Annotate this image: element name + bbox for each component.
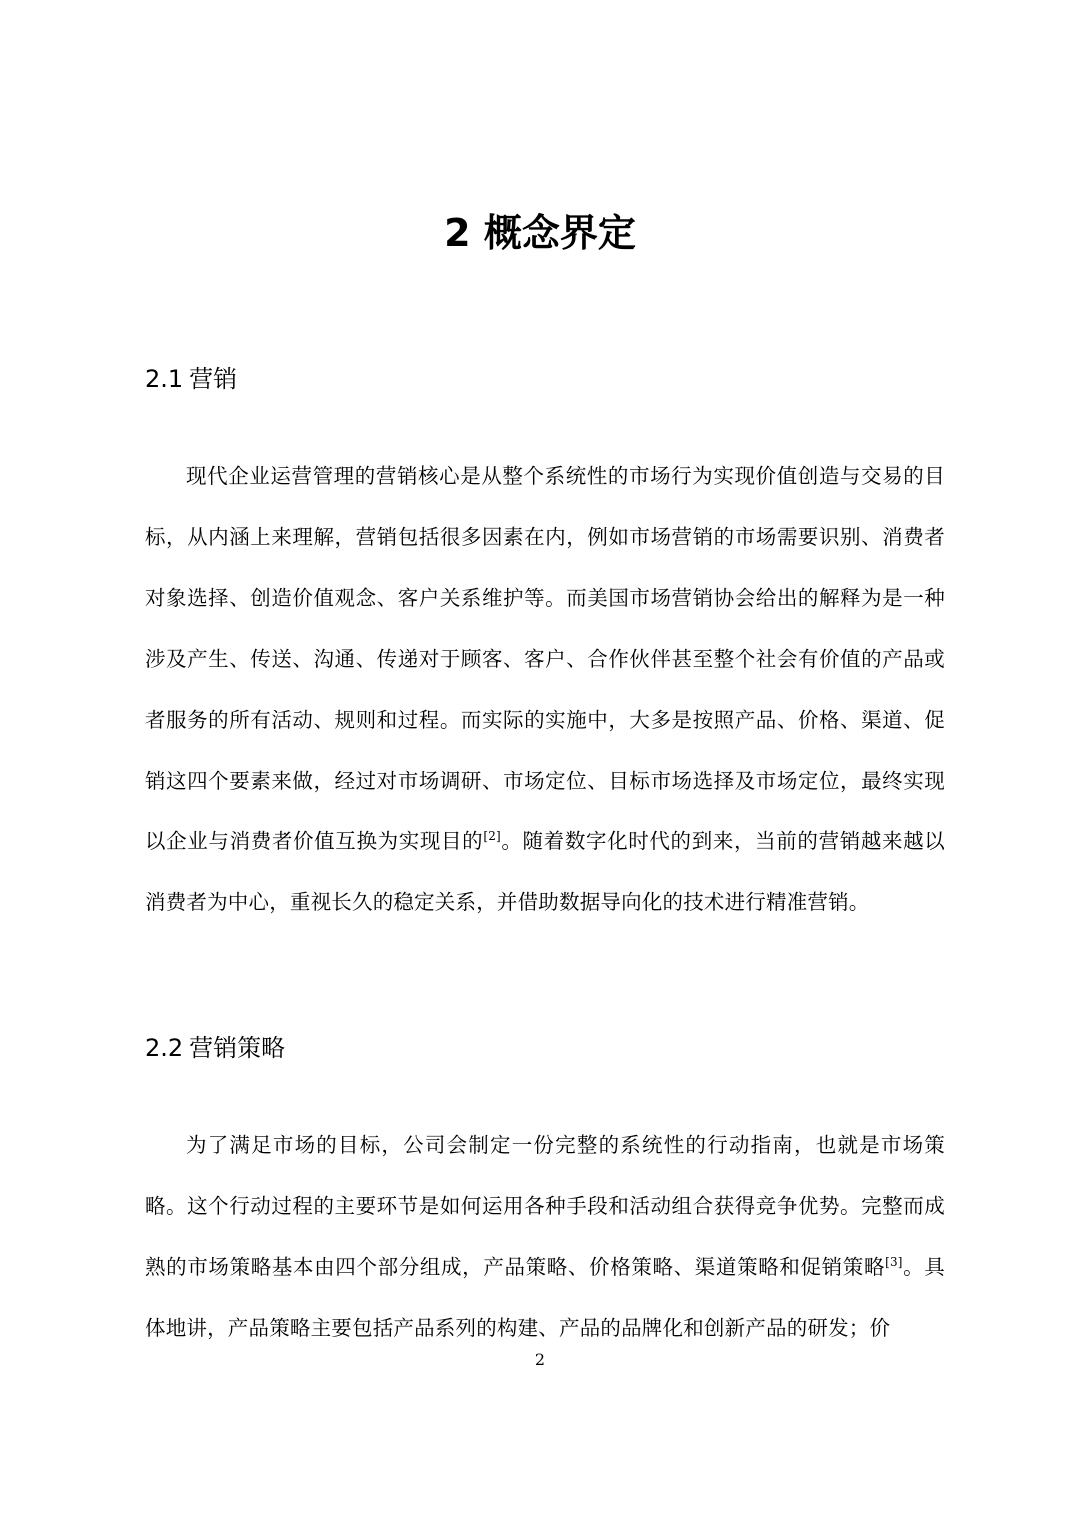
- section-heading-2-2: [145, 1031, 285, 1065]
- paragraph-marketing-strategy: [145, 1115, 945, 1359]
- section-number: 2.1: [145, 365, 184, 393]
- paragraph-text: 为了满足市场的目标，公司会制定一份完整的系统性的行动指南，也就是市场策略。这个行动过程的主要环节是如何运用各种手段和活动组合获得竞争优势。完整而成熟的市场策略基本由四个部分组成，产品策略、价格策略、渠道策略和促销策略: [145, 1133, 945, 1279]
- citation-ref: [3]: [885, 1254, 903, 1269]
- paragraph-marketing: [145, 446, 945, 933]
- citation-ref: [2]: [483, 829, 501, 844]
- paragraph-text: 。随着数字化时代的到来，当前的营销越来越以消费者为中心，重视长久的稳定关系，并借助数据导向化的技术进行精准营销。: [145, 829, 945, 915]
- chapter-title: 2 概念界定: [444, 211, 636, 255]
- paragraph-text: 。具体地讲，产品策略主要包括产品系列的构建、产品的品牌化和创新产品的研发；价: [145, 1254, 945, 1340]
- page-number: 2: [534, 1350, 546, 1369]
- section-heading-2-1: [145, 362, 237, 396]
- section-number: 2.2: [145, 1034, 184, 1062]
- section-title: 营销策略: [189, 1034, 286, 1062]
- section-title: 营销: [189, 365, 238, 393]
- paragraph-text: 现代企业运营管理的营销核心是从整个系统性的市场行为实现价值创造与交易的目标，从内涵上来理解，营销包括很多因素在内，例如市场营销的市场需要识别、消费者对象选择、创造价值观念、客户关系维护等。而美国市场营销协会给出的解释为是一种涉及产生、传送、沟通、传递对于顾客、客户、合作伙伴甚至整个社会有价值的产品或者服务的所有活动、规则和过程。而实际的实施中，大多是按照产品、价格、渠道、促销这四个要素来做，经过对市场调研、市场定位、目标市场选择及市场定位，最终实现以企业与消费者价值互换为实现目的: [145, 464, 945, 854]
